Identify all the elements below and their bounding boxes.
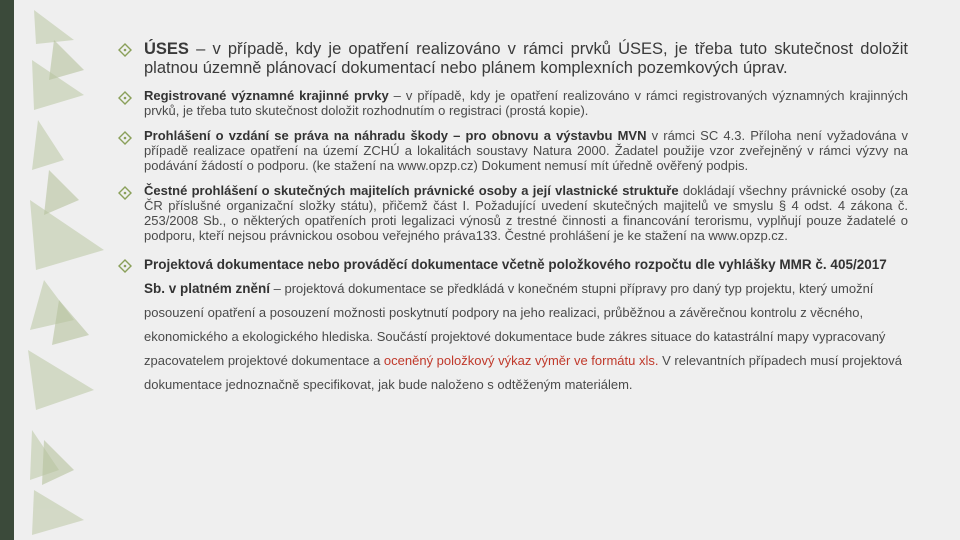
left-accent-bar — [0, 0, 14, 540]
list-item-prohlaseni-skoda — [118, 128, 908, 173]
list-item-majitele — [118, 183, 908, 243]
item-bold: Registrované významné krajinné prvky — [144, 88, 389, 103]
item-bold: Čestné prohlášení o skutečných majitelích právnické osoby a její vlastnické struktuře — [144, 183, 679, 198]
list-item-projektova-dokumentace — [118, 253, 908, 397]
diamond-bullet-icon — [118, 131, 132, 145]
content-area — [118, 40, 908, 407]
item-bold: ÚSES — [144, 40, 189, 58]
item-text: – projektová dokumentace se předkládá v konečném stupni přípravy pro daný typ projektu, který umožní posouzení opatření a posouzení možnosti poskytnutí podpory na jeho realizaci, průběžnou a závěrečnou kontrolu z věcného, ekonomického a ekologického hlediska. Součástí projektové dokumentace bude zákres situace do katastrální mapy vypracovaný zpacovatelem projektové dokumentace a — [144, 281, 886, 368]
highlighted-text: oceněný položkový výkaz výměr ve formátu xls. — [383, 353, 659, 368]
item-text: dokládají všechny právnické osoby (za ČR příslušné organizační složky státu), přičemž část I. Požadující uvedení skutečných majitelů ve smyslu § 4 odst. 4 zákona č. 253/2008 Sb., o některých opatřeních proti legalizaci výnosů z trestné činnosti a financování terorismu, vyplňují pouze žadatelé o podporu, kteří nejsou právnickou osobou veřejného práva133. Čestné prohlášení je ke stažení na www.opzp.cz. — [144, 183, 908, 243]
item-tail-text: V relevantních případech musí projektová dokumentace jednoznačně specifikovat, jak bude naloženo s odtěženým materiálem. — [144, 353, 903, 392]
diamond-bullet-icon — [118, 43, 132, 57]
diamond-bullet-icon — [118, 259, 132, 273]
decorative-arrows-graphic — [14, 0, 124, 540]
item-text: v rámci SC 4.3. Příloha není vyžadována v případě realizace opatření na území ZCHÚ a lokalitách soustavy Natura 2000. Žadatel použije vzor zveřejněný v rámci výzvy na podávání žádostí o podporu. (ke stažení na www.opzp.cz) Dokument nemusí mít úředně ověřený podpis. — [144, 128, 908, 173]
list-item-vkp — [118, 88, 908, 118]
item-text: – v případě, kdy je opatření realizováno v rámci registrovaných významných krajinných prvků, je třeba tuto skutečnost doložit rozhodnutím o registraci (prostá kopie). — [144, 88, 908, 118]
item-text: – v případě, kdy je opatření realizováno v rámci prvků ÚSES, je třeba tuto skutečnost doložit platnou územně plánovací dokumentací nebo plánem komplexních pozemkových úprav. — [144, 40, 908, 77]
diamond-bullet-icon — [118, 186, 132, 200]
list-item-uses — [118, 40, 908, 78]
item-bold: Prohlášení o vzdání se práva na náhradu škody – pro obnovu a výstavbu MVN — [144, 128, 647, 143]
diamond-bullet-icon — [118, 91, 132, 105]
item-bold: Projektová dokumentace nebo prováděcí dokumentace včetně položkového rozpočtu dle vyhlášky MMR č. 405/2017 Sb. v platném znění — [144, 257, 887, 296]
